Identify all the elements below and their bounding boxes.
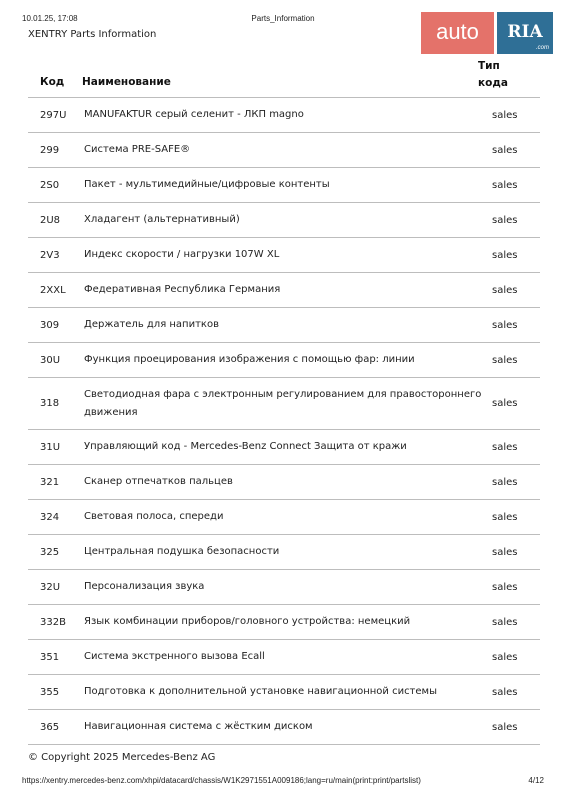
code-cell: 332B	[40, 616, 66, 628]
code-cell: 351	[40, 651, 60, 663]
logo-ria-sub: .com	[535, 45, 549, 51]
type-cell: sales	[492, 686, 518, 698]
table-row	[28, 168, 540, 203]
type-cell: sales	[492, 581, 518, 593]
print-date: 10.01.25, 17:08	[22, 14, 78, 23]
table-row	[28, 710, 540, 745]
name-cell: Навигационная система с жёстким диском	[84, 721, 313, 732]
name-cell: Федеративная Республика Германия	[84, 284, 281, 295]
code-cell: 31U	[40, 441, 61, 453]
parts-table	[28, 56, 540, 745]
table-row	[28, 98, 540, 133]
table-row	[28, 378, 540, 430]
type-cell: sales	[492, 319, 518, 331]
header-code: Код	[40, 76, 65, 88]
type-cell: sales	[492, 546, 518, 558]
table-row	[28, 273, 540, 308]
type-cell: sales	[492, 651, 518, 663]
type-cell: sales	[492, 179, 518, 191]
table-row	[28, 675, 540, 710]
app-title: XENTRY Parts Information	[28, 29, 157, 40]
name-cell: Центральная подушка безопасности	[84, 546, 280, 557]
name-cell: Хладагент (альтернативный)	[84, 214, 240, 225]
name-cell: Сканер отпечатков пальцев	[84, 476, 233, 487]
logo-ria-text: RIA	[507, 22, 543, 42]
table-row	[28, 640, 540, 675]
type-cell: sales	[492, 249, 518, 261]
type-cell: sales	[492, 109, 518, 121]
table-row	[28, 308, 540, 343]
table-row	[28, 570, 540, 605]
name-cell: MANUFAKTUR серый селенит - ЛКП magno	[84, 109, 304, 120]
type-cell: sales	[492, 511, 518, 523]
name-cell: Система PRE-SAFE®	[84, 144, 191, 155]
code-cell: 318	[40, 398, 60, 409]
code-cell: 2U8	[40, 214, 61, 226]
type-cell: sales	[492, 284, 518, 296]
table-row	[28, 465, 540, 500]
table-row	[28, 133, 540, 168]
table-row	[28, 605, 540, 640]
table-row	[28, 430, 540, 465]
name-cell: Индекс скорости / нагрузки 107W XL	[84, 249, 280, 260]
table-row	[28, 343, 540, 378]
logo-ria-part	[497, 12, 553, 54]
type-cell: sales	[492, 616, 518, 628]
code-cell: 32U	[40, 581, 61, 593]
type-cell: sales	[492, 476, 518, 488]
code-cell: 2S0	[40, 179, 60, 191]
name-cell: Управляющий код - Mercedes-Benz Connect Защита от кражи	[84, 441, 407, 452]
autoria-logo	[421, 12, 553, 54]
code-cell: 297U	[40, 109, 67, 121]
header-name: Наименование	[82, 76, 171, 88]
code-cell: 324	[40, 511, 60, 523]
header-type-line2: кода	[478, 77, 508, 89]
code-cell: 299	[40, 144, 60, 156]
type-cell: sales	[492, 354, 518, 366]
table-header	[28, 56, 540, 98]
type-cell: sales	[492, 441, 518, 453]
code-cell: 30U	[40, 354, 61, 366]
name-cell: Функция проецирования изображения с помощью фар: линии	[84, 354, 415, 365]
table-row	[28, 500, 540, 535]
logo-auto-part: auto	[421, 12, 494, 54]
name-cell: Световая полоса, спереди	[84, 511, 224, 522]
table-body	[28, 98, 540, 745]
table-row	[28, 535, 540, 570]
type-cell: sales	[492, 214, 518, 226]
code-cell: 2XXL	[40, 284, 66, 296]
header-type	[478, 58, 528, 92]
name-cell: Персонализация звука	[84, 581, 205, 592]
code-cell: 325	[40, 546, 60, 558]
copyright: © Copyright 2025 Mercedes-Benz AG	[28, 752, 216, 763]
name-cell: Система экстренного вызова Ecall	[84, 651, 265, 662]
print-page-title: Parts_Information	[251, 14, 315, 23]
footer-page-number: 4/12	[528, 776, 544, 785]
type-cell: sales	[492, 144, 518, 156]
name-cell: Светодиодная фара с электронным регулированием для правостороннего движения	[84, 388, 482, 418]
code-cell: 2V3	[40, 249, 60, 261]
table-row	[28, 238, 540, 273]
header-type-line1: Тип	[478, 60, 500, 72]
type-cell: sales	[492, 398, 518, 409]
code-cell: 365	[40, 721, 60, 733]
footer-url: https://xentry.mercedes-benz.com/xhpi/datacard/chassis/W1K2971551A009186;lang=ru/main(print:print/partslist)	[22, 776, 421, 785]
code-cell: 355	[40, 686, 60, 698]
name-cell: Язык комбинации приборов/головного устройства: немецкий	[84, 616, 411, 627]
name-cell: Пакет - мультимедийные/цифровые контенты	[84, 179, 330, 190]
code-cell: 309	[40, 319, 60, 331]
name-cell: Подготовка к дополнительной установке навигационной системы	[84, 686, 437, 697]
type-cell: sales	[492, 721, 518, 733]
name-cell: Держатель для напитков	[84, 319, 219, 330]
table-row	[28, 203, 540, 238]
code-cell: 321	[40, 476, 60, 488]
